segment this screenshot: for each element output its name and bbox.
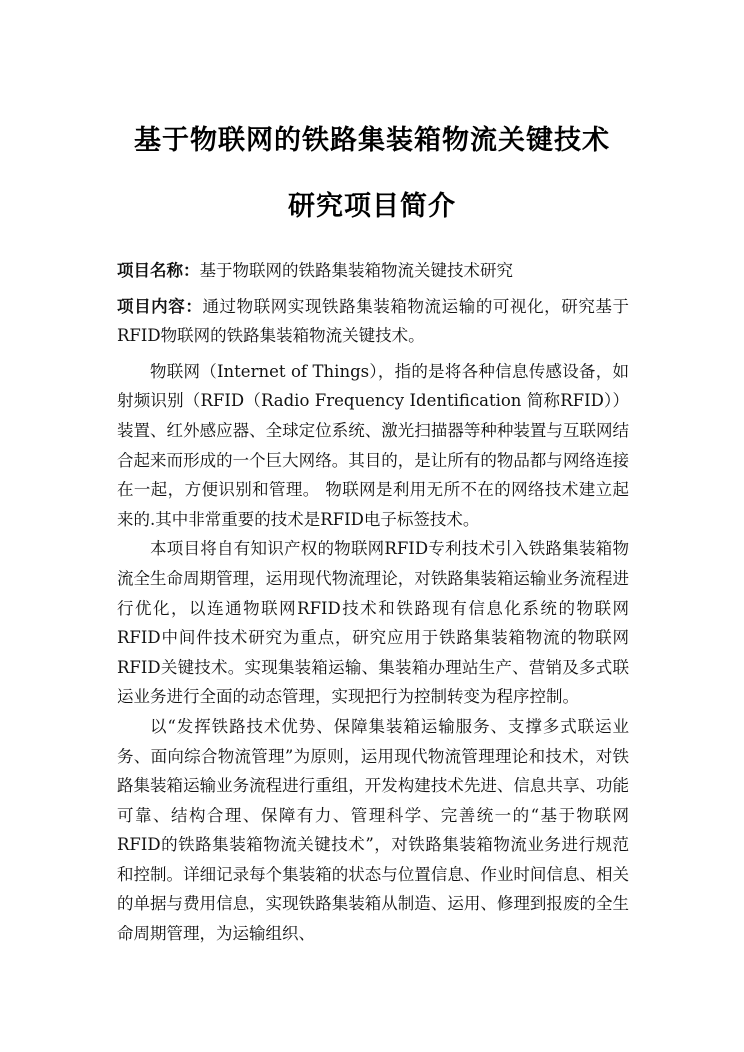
project-content-value: 通过物联网实现铁路集装箱物流运输的可视化，研究基于RFID物联网的铁路集装箱物流关键技术。 bbox=[117, 296, 630, 346]
paragraph-principles: 以“发挥铁路技术优势、保障集装箱运输服务、支撑多式联运业务、面向综合物流管理”为原则，运用现代物流管理理论和技术，对铁路集装箱运输业务流程进行重组，开发构建技术先进、信息共享、功能可靠、结构合理、保障有力、管理科学、完善统一的“基于物联网RFID的铁路集装箱物流关键技术”，对铁路集装箱物流业务进行规范和控制。详细记录每个集装箱的状态与位置信息、作业时间信息、相关的单据与费用信息，实现铁路集装箱从制造、运用、修理到报废的全生命周期管理，为运输组织、 bbox=[117, 716, 629, 944]
project-content-field bbox=[117, 292, 629, 351]
project-name-value: 基于物联网的铁路集装箱物流关键技术研究 bbox=[199, 261, 513, 280]
paragraph-iot-definition: 物联网（Internet of Things），指的是将各种信息传感设备，如射频识别（RFID（Radio Frequency Identification 简称RFID））装置、红外感应器、全球定位系统、激光扫描器等种种装置与互联网结合起来而形成的一个巨大网络。其目的，是让所有的物品都与网络连接在一起，方便识别和管理。 物联网是利用无所不在的网络技术建立起来的.其中非常重要的技术是RFID电子标签技术。 bbox=[117, 361, 629, 529]
project-name-label: 项目名称： bbox=[117, 261, 200, 280]
document-title-line1: 基于物联网的铁路集装箱物流关键技术 bbox=[134, 125, 610, 156]
project-content-label: 项目内容： bbox=[117, 296, 203, 316]
document-body bbox=[117, 256, 629, 949]
document-title-line2: 研究项目简介 bbox=[288, 191, 456, 222]
project-name-field bbox=[117, 256, 629, 286]
paragraph-project-scope: 本项目将自有知识产权的物联网RFID专利技术引入铁路集装箱物流全生命周期管理，运用现代物流理论，对铁路集装箱运输业务流程进行优化，以连通物联网RFID技术和铁路现有信息化系统的物联网RFID中间件技术研究为重点，研究应用于铁路集装箱物流的物联网RFID关键技术。实现集装箱运输、集装箱办理站生产、营销及多式联运业务进行全面的动态管理，实现把行为控制转变为程序控制。 bbox=[117, 539, 629, 707]
